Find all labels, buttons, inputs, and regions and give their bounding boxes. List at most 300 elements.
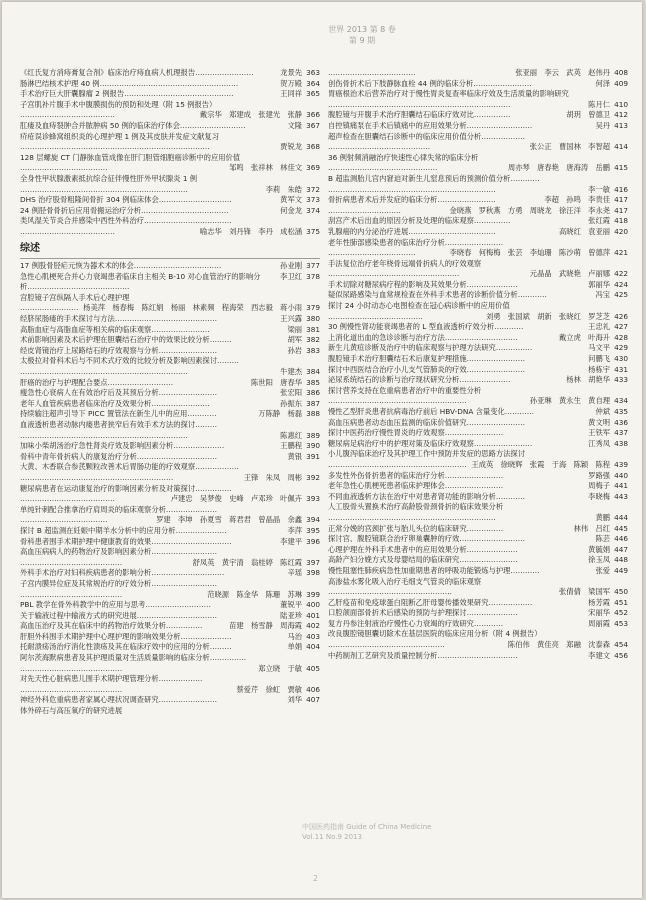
entry-author: 卢建忠 吴梦俊 史峰 卢邓珍 叶佩卉: [167, 494, 302, 505]
entry-title: 24 例胫骨骨折后应用骨搬运治疗分析………………………………: [20, 205, 229, 215]
entry-page: 444: [610, 513, 628, 524]
entry-title: ……………………………………………………………: [328, 184, 496, 194]
entry-title: ……………………………………………………………: [20, 184, 188, 194]
entry-title: 不同血液透析方法在治疗中对患者肾功能的影响分析…………: [328, 491, 526, 501]
entry-page: 375: [302, 227, 320, 238]
toc-entry: [20, 547, 320, 558]
entry-author: 张公正 曹国林 李智超: [526, 142, 610, 153]
entry-page: 408: [610, 68, 628, 79]
toc-entry: [328, 439, 628, 450]
toc-entry: [20, 79, 320, 90]
entry-author: 马治: [283, 632, 302, 643]
toc-entry: [328, 110, 628, 121]
entry-page: 412: [610, 110, 628, 121]
toc-entry: [328, 280, 628, 291]
toc-entry: [328, 428, 628, 439]
toc-entry: [20, 335, 320, 346]
entry-title: ……………………………………………………………: [20, 430, 188, 440]
entry-title: 人工股骨头置换术治疗高龄股骨颈骨折的临床效果分析: [328, 502, 504, 512]
entry-author: 陈月仁: [584, 100, 610, 111]
entry-page: 397: [302, 558, 320, 569]
entry-title: ……………………………………………………………: [328, 512, 496, 522]
entry-title: 手术切除对糖尿病疗程的影响及其效果分析…………………: [328, 279, 518, 289]
entry-page: 365: [302, 89, 320, 100]
page-footer: [302, 822, 622, 842]
entry-author: 梁丽: [283, 325, 302, 336]
entry-title: 托耐溃疡汤治疗消化性溃疡及其在临床疗效中的应用的分析………: [20, 642, 232, 652]
entry-title: 慢性阻塞性肺疾病急性加重期患者的呼吸功能锻炼与护理…………: [328, 565, 540, 575]
entry-author: 高晓红 袁亚丽: [555, 227, 610, 238]
toc-entry: [328, 132, 628, 143]
toc-entry: [20, 132, 320, 143]
entry-title: 腹腔镜手术治疗胆囊结石术后康复护理措施……………………: [328, 354, 526, 364]
entry-title: 类风湿关节炎合并感染中西性外科治疗………………………………: [20, 216, 232, 226]
footer-line-2: Vol.11 No.9 2013: [302, 833, 362, 841]
entry-title: 肝癌的治疗与护理配合要点………………………: [20, 377, 174, 387]
entry-title: 自控镇痛泵在手术后镇痛中的应用效果分析………………………: [328, 120, 533, 130]
entry-author: 贾锐龙: [276, 142, 302, 153]
entry-page: 391: [302, 452, 320, 463]
toc-entry: [20, 227, 320, 238]
entry-page: 420: [610, 227, 628, 238]
toc-entry: [328, 524, 628, 535]
toc-entry: [328, 216, 628, 227]
entry-author: 张亚丽 李云 武英 赵伟丹: [511, 68, 610, 79]
journal-page: [2, 2, 642, 898]
entry-author: 单娟: [283, 642, 302, 653]
toc-entry: [20, 600, 320, 611]
toc-entry: [20, 473, 320, 484]
toc-entry: [328, 100, 628, 111]
toc-entry: [20, 611, 320, 622]
toc-entry: [328, 449, 628, 460]
footer-line-1: 中国医药指南 Guide of China Medicine: [302, 823, 432, 831]
entry-author: 李晓春 何梅梅 张芸 李灿珊 陈沙萌 曾德萍: [446, 248, 611, 259]
entry-page: 363: [302, 68, 320, 79]
toc-entry: [328, 460, 628, 471]
entry-title: PBL 教学在骨外科教学中的应用与思考………………………: [20, 600, 211, 610]
entry-author: 李萍: [283, 526, 302, 537]
entry-author: 周丽霞: [584, 619, 610, 630]
toc-entry: [20, 314, 320, 325]
entry-title: 外科手术治疗对妇科疾病患者的影响分析…………………………: [20, 568, 225, 578]
entry-author: 郭丽华: [584, 280, 610, 291]
entry-author: 喻志华 刘丹锋 李丹 成松涵: [196, 227, 302, 238]
toc-entry: [20, 537, 320, 548]
entry-page: 406: [302, 685, 320, 696]
toc-entry: [328, 142, 628, 153]
entry-title: ……………………………………: [20, 684, 123, 694]
entry-author: 辛瑶: [283, 568, 302, 579]
entry-author: 王忠礼: [584, 322, 610, 333]
entry-title: ……………………: [20, 303, 79, 313]
entry-title: 高龄产妇分娩方式及母婴结局的临床研究……………………: [328, 555, 518, 565]
entry-title: …………………………………………: [328, 640, 445, 650]
entry-title: 高脂血症与高脂血症等相关病的临床观察……………………: [20, 324, 210, 334]
entry-title: 老年急性心肌梗死患者临床护理体会……………………: [328, 481, 504, 491]
toc-entry: [328, 619, 628, 630]
entry-author: 黄军文: [276, 195, 302, 206]
right-column: [328, 68, 628, 661]
entry-title: 中药制剂工艺研究及质量控制分析……………………………: [328, 650, 518, 660]
entry-page: 398: [302, 568, 320, 579]
entry-author: 王铁军: [584, 428, 610, 439]
entry-page: 453: [610, 619, 628, 630]
entry-author: 黄毓娟: [584, 545, 610, 556]
entry-page: 410: [610, 100, 628, 111]
toc-entry: [328, 79, 628, 90]
entry-title: ………………………………………: [328, 163, 438, 173]
entry-page: 440: [610, 471, 628, 482]
entry-page: 404: [302, 642, 320, 653]
entry-page: 390: [302, 441, 320, 452]
toc-entry: [20, 367, 320, 378]
entry-page: 426: [610, 312, 628, 323]
toc-entry: [20, 664, 320, 675]
entry-title: 慢性乙型肝炎患者抗病毒治疗前后 HBV-DNA 含量变化…………: [328, 407, 534, 416]
entry-title: 老年人血管疾病患者临床治疗及效果分析……………………: [20, 398, 210, 408]
entry-page: 454: [610, 640, 628, 651]
entry-page: 409: [610, 79, 628, 90]
entry-title: ……………………………………………: [328, 587, 453, 597]
entry-author: 元晶晶 武晓艳 卢丽娜: [526, 269, 610, 280]
toc-entry: [20, 216, 320, 227]
toc-entry: [328, 598, 628, 609]
entry-author: 徐玉凤: [584, 555, 610, 566]
entry-page: 452: [610, 608, 628, 619]
entry-page: 416: [610, 185, 628, 196]
entry-title: ………………………………: [20, 515, 108, 525]
entry-title: 持续输注超声引导下 PICC 置管法在新生儿中的应用…………: [20, 409, 217, 419]
entry-page: 377: [302, 261, 320, 272]
toc-entry: [328, 587, 628, 598]
entry-author: 何泽: [591, 79, 610, 90]
toc-entry: [328, 68, 628, 79]
toc-entry: [20, 261, 320, 272]
entry-page: 405: [302, 664, 320, 675]
entry-author: 张爱: [591, 566, 610, 577]
toc-entry: [20, 100, 320, 111]
toc-entry: [328, 354, 628, 365]
toc-entry: [328, 502, 628, 513]
toc-entry: [20, 484, 320, 495]
entry-author: 龙景先: [276, 68, 302, 79]
toc-entry: [328, 513, 628, 524]
entry-title: DHS 治疗股骨粗隆间骨折 304 例临床体会…………………………: [20, 195, 232, 205]
entry-page: 399: [302, 590, 320, 601]
entry-title: 泌尿系统结石的诊断与治疗现状研究分析…………………: [328, 375, 511, 385]
entry-title: 手法复位治疗老年桡骨远端骨折病人的疗效观察: [328, 258, 482, 268]
entry-page: 378: [302, 272, 320, 283]
entry-title: …………………………………: [20, 226, 115, 236]
toc-entry: [328, 396, 628, 407]
entry-author: 林伟 吕红: [570, 524, 610, 535]
toc-entry: [20, 462, 320, 473]
entry-title: 疑似尿路感染与血常规检查在外科手术患者的诊断价值分析…………: [328, 290, 547, 300]
entry-title: 30 例慢性肾功能衰竭患者的 L 型血液透析疗效分析…………: [328, 322, 524, 332]
toc-entry: [328, 121, 628, 132]
toc-entry: [20, 303, 320, 314]
toc-entry: [328, 566, 628, 577]
entry-author: 贺万殿: [276, 79, 302, 90]
toc-entry: [20, 293, 320, 304]
toc-entry: [20, 568, 320, 579]
entry-page: 385: [302, 378, 320, 389]
entry-title: ………………………………: [328, 248, 416, 258]
entry-title: 改良腹腔镜胆囊切除术在基层医院的临床应用分析（附 4 例报告）: [328, 629, 542, 639]
entry-title: …………………………………: [20, 494, 115, 504]
toc-entry: [328, 227, 628, 238]
entry-title: ……………………………………: [20, 589, 123, 599]
entry-page: 389: [302, 431, 320, 442]
entry-author: 杨美萍 杨春梅 陈红娟 杨丽 林素频 程海荣 西志毅 蒋小雨: [79, 303, 302, 314]
toc-entry: [20, 505, 320, 516]
entry-page: 448: [610, 555, 628, 566]
entry-author: 王成英 徐晓辉 张霞 于海 陈颖 陈程: [467, 460, 610, 471]
entry-title: 阿尔茨海默病患者及其护理质量对生活质量影响的临床分析……………: [20, 653, 247, 663]
entry-page: 367: [302, 121, 320, 132]
entry-title: 探讨营养支持在危重病患者治疗中的重要性分析: [328, 385, 482, 395]
entry-title: …………………………: [328, 205, 401, 215]
entry-page: 449: [610, 566, 628, 577]
toc-entry: [328, 343, 628, 354]
toc-entry: [20, 494, 320, 505]
entry-page: 379: [302, 303, 320, 314]
entry-author: 李卫红: [276, 272, 302, 283]
entry-title: 经皮肾镜治疗上尿路结石的疗效观察与分析……………………: [20, 345, 218, 355]
entry-author: 苗建 杨雪静 周海霞: [225, 621, 302, 632]
toc-entry: [20, 68, 320, 79]
entry-author: 问鹏飞: [584, 354, 610, 365]
entry-author: 金晓燕 罗秋燕 方勇 周晓龙 徐汪洋 李永尧: [446, 206, 611, 217]
right-entries: [328, 68, 628, 661]
entry-title: 加味小柴胡汤治疗急性肾炎疗效及影响因素分析…………………: [20, 441, 225, 451]
toc-entry: [328, 89, 628, 100]
entry-title: 高血压病病人的药物治疗及影响因素分析………………………: [20, 547, 218, 557]
toc-entry: [328, 153, 628, 164]
entry-page: 380: [302, 314, 320, 325]
entry-title: 胃癌根治术后营养治疗对于慢性胃炎复查率临床疗效及生活质量的影响研究: [328, 89, 569, 99]
entry-page: 422: [610, 269, 628, 280]
entry-title: 关于输液过程中输液方式的研究进展……………………………: [20, 610, 218, 620]
toc-entry: [20, 121, 320, 132]
entry-title: …………………………………: [20, 110, 115, 120]
entry-author: 文隆: [283, 121, 302, 132]
entry-author: 何金龙: [276, 206, 302, 217]
entry-page: 366: [302, 110, 320, 121]
review-section-title: 综述: [20, 242, 40, 254]
entry-title: 乳腺癌的内分泌治疗进展………………………………: [328, 226, 496, 236]
entry-author: 张红霞: [584, 216, 610, 227]
toc-entry: [328, 492, 628, 503]
entry-page: 387: [302, 399, 320, 410]
entry-title: …………………………………………………: [328, 396, 467, 406]
toc-entry: [20, 706, 320, 717]
toc-entry: [20, 153, 320, 164]
toc-entry: [328, 608, 628, 619]
entry-title: 新生儿黄疸诊断及治疗中的临床观察与护理方法研究……………: [328, 343, 533, 353]
entry-page: 388: [302, 409, 320, 420]
entry-page: 450: [610, 587, 628, 598]
toc-entry: [328, 163, 628, 174]
entry-author: 李建平: [276, 537, 302, 548]
entry-title: ……………………………………………………………………: [20, 142, 210, 152]
toc-entry: [328, 545, 628, 556]
entry-author: 王兴露: [276, 314, 302, 325]
entry-title: ………………………………: [328, 68, 416, 77]
entry-title: …………………………………: [328, 311, 423, 321]
entry-page: 418: [610, 216, 628, 227]
entry-author: 王同祥: [276, 89, 302, 100]
entry-title: 17 例股骨胫疟元恢为器术术的体会………………………………: [20, 261, 222, 271]
entry-title: 术前影响因素及术后护理在胆囊结石治疗中的效果比较分析………: [20, 335, 232, 345]
entry-author: 万陈静 杨磊: [254, 409, 302, 420]
toc-entry: [20, 356, 320, 367]
entry-author: 戴宗华 郑建成 张建光 张静: [196, 110, 302, 121]
toc-entry: [20, 185, 320, 196]
entry-author: 马文平: [584, 343, 610, 354]
entry-author: 仲斌: [591, 407, 610, 418]
entry-title: 瘦急性心衰病人在有效治疗后及其预后分析……………………: [20, 388, 218, 398]
toc-entry: [20, 89, 320, 100]
toc-entry: [20, 399, 320, 410]
entry-page: 386: [302, 388, 320, 399]
entry-author: 罗路强: [584, 471, 610, 482]
toc-entry: [20, 325, 320, 336]
entry-page: 451: [610, 598, 628, 609]
left-entries: [20, 68, 320, 238]
entry-author: 王鹏程: [276, 441, 302, 452]
entry-author: 陆亚珍: [276, 611, 302, 622]
entry-page: 429: [610, 343, 628, 354]
toc-entry: [20, 558, 320, 569]
entry-author: 周亦琴 唐春艳 唐海涛 岳鹏: [504, 163, 610, 174]
entry-title: 创伤骨折术后下肢静脉血栓 44 例的临床分析……………………: [328, 78, 532, 88]
entry-author: 李建文: [584, 651, 610, 662]
toc-entry: [20, 174, 320, 185]
entry-page: 430: [610, 354, 628, 365]
entry-title: 128 层螺旋 CT 门静脉血管成像在肝门胆管细胞癌诊断中的应用价值: [20, 152, 241, 162]
entry-page: 414: [610, 142, 628, 153]
entry-author: 胡军: [283, 335, 302, 346]
entry-title: 太极拉对骨科术后与不同术式疗效的比较分析及影响因素探讨………: [20, 356, 239, 366]
toc-entry: [20, 526, 320, 537]
entry-title: 高血压治疗及其在临床中的药物治疗效果分析……………: [20, 621, 203, 631]
toc-entry: [20, 388, 320, 399]
toc-entry: [328, 375, 628, 386]
toc-entry: [328, 312, 628, 323]
entry-title: 单纯针刺配合推拿治疗肩周炎的临床观察分析…………………: [20, 504, 218, 514]
toc-entry: [328, 333, 628, 344]
page-number: 2: [313, 874, 319, 883]
toc-entry: [328, 365, 628, 376]
toc-entry: [328, 651, 628, 662]
entry-page: 425: [610, 290, 628, 301]
entry-title: 探讨 B 超监测在妊娠中期羊水分析中的应用分析…………………: [20, 525, 227, 535]
entry-page: 383: [302, 346, 320, 357]
entry-author: 陈伯伟 黄佳亮 郑融 沈泰森: [504, 640, 610, 651]
entry-title: 高渗盐水雾化吸入治疗毛细支气管炎的临床观察: [328, 576, 482, 586]
page-header: [262, 24, 462, 46]
entry-page: 445: [610, 524, 628, 535]
entry-page: 415: [610, 163, 628, 174]
entry-page: 402: [302, 621, 320, 632]
entry-page: 433: [610, 375, 628, 386]
toc-entry: [328, 238, 628, 249]
entry-title: 心理护理在外科手术患者中的应用效果分析…………………: [328, 544, 518, 554]
entry-page: 441: [610, 481, 628, 492]
toc-entry: [328, 534, 628, 545]
toc-entry: [20, 621, 320, 632]
entry-author: 冯宝: [591, 290, 610, 301]
entry-author: 牛建杰: [276, 367, 302, 378]
entry-author: 张宏阳: [276, 388, 302, 399]
toc-entry: [328, 471, 628, 482]
entry-title: 口腔颌面部骨折术后感染的预防与护理探讨…………………: [328, 608, 518, 618]
toc-entry: [328, 629, 628, 640]
entry-title: 子宫内膜异位症及其常规治疗的疗效分析………………………: [20, 578, 218, 588]
entry-title: 大黄、木香联合参芪颗粒改善术后胃肠功能的疗效观察………………: [20, 462, 239, 472]
entry-author: 李晓梅: [584, 492, 610, 503]
toc-entry: [328, 269, 628, 280]
entry-author: 李超 孙鸣 李贵佳: [540, 195, 610, 206]
toc-entry: [328, 259, 628, 270]
entry-title: 腹腔镜与开腹手术治疗胆囊结石临床疗效对比……………: [328, 110, 511, 120]
entry-page: 372: [302, 185, 320, 196]
entry-title: 骨折病患者术后并发症的临床分析……………………: [328, 195, 496, 205]
entry-title: …………………………………………………: [328, 459, 467, 469]
entry-title: 肝胆外科围手术期护理中心理护理的影响效果分析…………………: [20, 631, 232, 641]
entry-page: 382: [302, 335, 320, 346]
entry-author: 江秀凤: [584, 439, 610, 450]
entry-title: …………………………………………………………………: [328, 99, 511, 109]
entry-title: ……………………………………………………………: [20, 367, 188, 377]
toc-entry: [20, 695, 320, 706]
section-rule: [20, 258, 320, 259]
entry-title: ………………………………………………: [328, 269, 460, 279]
entry-author: 戴立虎 叶海升: [555, 333, 610, 344]
header-line-1: 世界 2013 第 8 卷: [328, 25, 396, 34]
toc-entry: [328, 290, 628, 301]
toc-entry: [20, 653, 320, 664]
toc-entry: [328, 555, 628, 566]
entry-title: 急性心肌梗死合并心力衰竭患者临床自主相关 B-10 对心血管治疗的影响分析……………………………………: [20, 271, 261, 292]
entry-author: 吴丹: [591, 121, 610, 132]
entry-title: 正常分娩的宫颈扩张与胎儿头位的临床研究……………: [328, 523, 504, 533]
entry-author: 宋丽华: [584, 608, 610, 619]
entry-title: 骨科中青年骨折病人的康复治疗分析……………………………: [20, 451, 218, 461]
entry-author: 陈芸: [591, 534, 610, 545]
entry-title: 复方丹参注射液治疗慢性心力衰竭的疗效研究…………: [328, 618, 504, 628]
entry-title: B 超监测胎儿宫内窘迫对新生儿窒息预后的预测价值分析…………: [328, 173, 540, 183]
entry-page: 403: [302, 632, 320, 643]
entry-page: 436: [610, 418, 628, 429]
toc-entry: [328, 322, 628, 333]
entry-page: 369: [302, 163, 320, 174]
entry-title: 探讨中西医结合治疗小儿支气管肺炎的疗效……………………: [328, 364, 526, 374]
entry-title: 经脐尿肠瘘的手术探讨与方法……………………………………: [20, 314, 218, 324]
toc-entry: [20, 515, 320, 526]
entry-author: 刘勇 张国斌 胡新 张晓红 罗芝芝: [482, 312, 610, 323]
entry-page: 417: [610, 195, 628, 206]
entry-author: 陈世阳 唐春华: [247, 378, 302, 389]
entry-author: 黄文明: [584, 418, 610, 429]
entry-author: 孙业刚: [276, 261, 302, 272]
toc-entry: [20, 632, 320, 643]
entry-page: 417: [610, 206, 628, 217]
entry-title: 疥疮误诊蜂窝组织炎的心理护理 1 例及其皮肤并发症文献复习: [20, 131, 219, 141]
entry-page: 456: [610, 651, 628, 662]
